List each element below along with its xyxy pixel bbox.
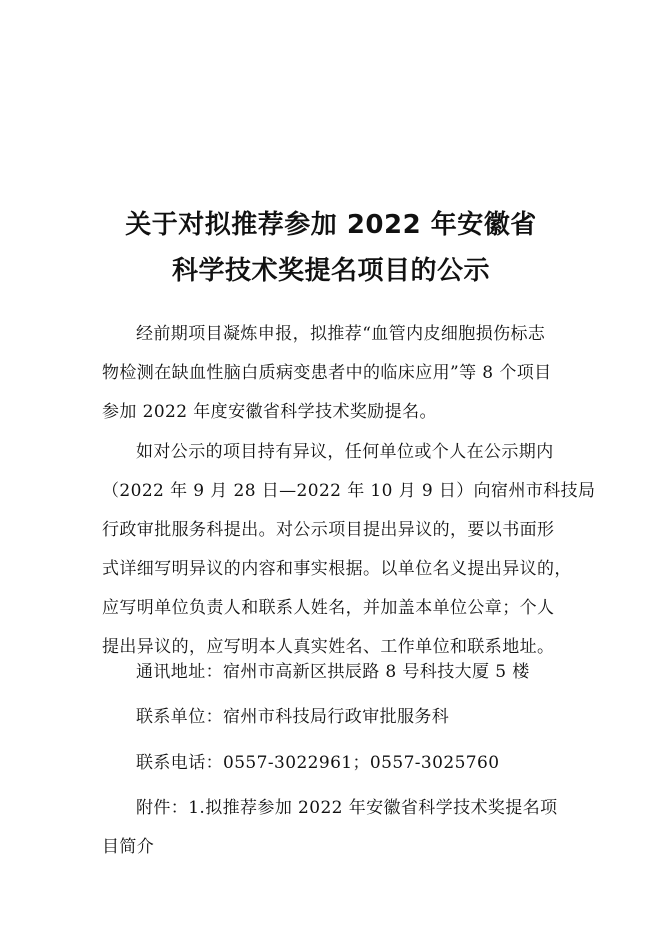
- address-text: 通讯地址：宿州市高新区拱辰路 8 号科技大厦 5 楼: [136, 662, 530, 682]
- objection-paragraph: [102, 433, 596, 667]
- objection-line-4: 式详细写明异议的内容和事实根据。以单位名义提出异议的，: [102, 559, 572, 579]
- objection-line-3: 行政审批服务科提出。对公示项目提出异议的，要以书面形: [102, 520, 555, 540]
- objection-line-1: 如对公示的项目持有异议，任何单位或个人在公示期内: [136, 442, 554, 462]
- attachment-line-2: 目简介: [102, 837, 155, 857]
- phone-paragraph: [102, 744, 562, 783]
- address-paragraph: [102, 653, 562, 692]
- document-title-line-2: 科学技术奖提名项目的公示: [171, 256, 490, 286]
- intro-line-2: 物检测在缺血性脑白质病变患者中的临床应用”等 8 个项目: [102, 363, 552, 383]
- contact-unit-text: 联系单位：宿州市科技局行政审批服务科: [136, 707, 450, 727]
- attachment-paragraph: [102, 789, 562, 867]
- intro-line-1: 经前期项目凝炼申报，拟推荐“血管内皮细胞损伤标志: [136, 324, 546, 344]
- intro-line-3: 参加 2022 年度安徽省科学技术奖励提名。: [102, 402, 437, 422]
- objection-line-2: （2022 年 9 月 28 日—2022 年 10 月 9 日）向宿州市科技局: [102, 481, 596, 501]
- document-title-line-1: 关于对拟推荐参加 2022 年安徽省: [125, 210, 537, 240]
- intro-paragraph: [102, 315, 562, 432]
- contact-unit-paragraph: [102, 698, 562, 737]
- objection-line-5: 应写明单位负责人和联系人姓名，并加盖本单位公章；个人: [102, 598, 555, 618]
- objection-line-6: 提出异议的，应写明本人真实姓名、工作单位和联系地址。: [102, 637, 555, 657]
- attachment-line-1: 附件：1.拟推荐参加 2022 年安徽省科学技术奖提名项: [136, 798, 558, 818]
- phone-text: 联系电话：0557-3022961；0557-3025760: [136, 753, 500, 773]
